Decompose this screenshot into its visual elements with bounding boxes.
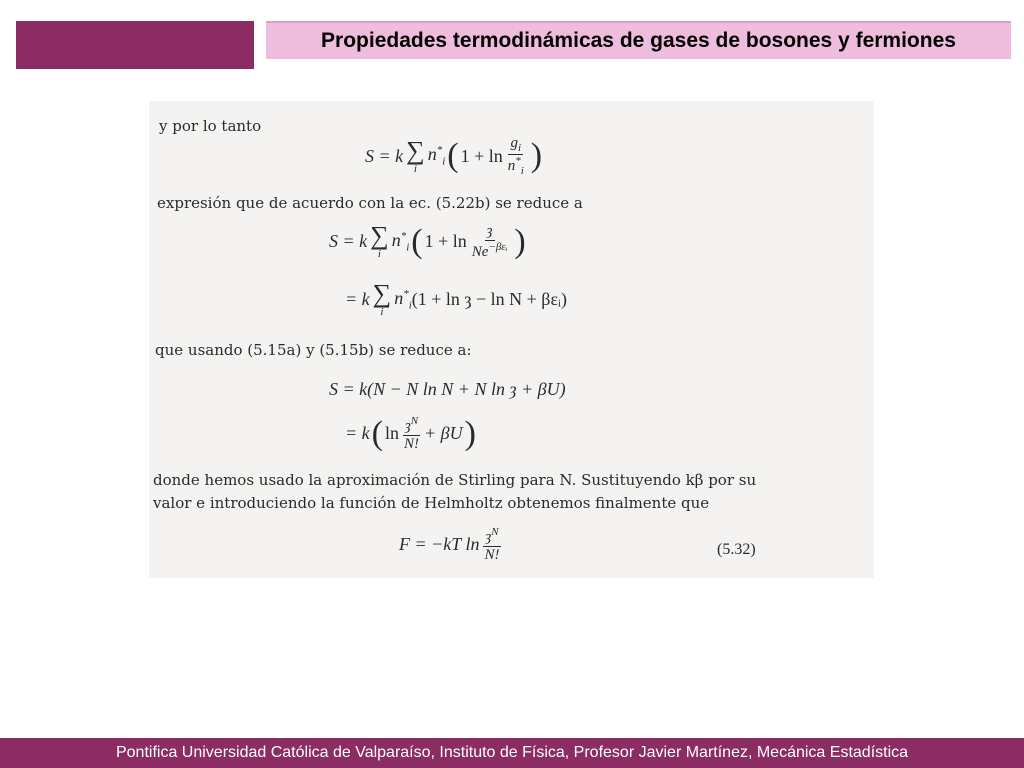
sum-symbol: ∑ i [406,135,425,175]
eq6-fraction: $\frac{ȝ^N}{N!}$ [484,526,500,563]
eq1-lhs: S = k [365,145,404,166]
text-line-5: valor e introduciendo la función de Helmholtz obtenemos finalmente que [153,494,710,512]
text-line-1: y por lo tanto [159,117,262,135]
equation-number: (5.32) [717,541,756,558]
text-line-4: donde hemos usado la aproximación de Stirling para N. Sustituyendo kβ por su [153,471,757,489]
eq5-lhs: = k [345,423,370,443]
text-line-3: que usando (5.15a) y (5.15b) se reduce a: [155,341,472,359]
footer-text: Pontifica Universidad Católica de Valparaíso, Instituto de Física, Profesor Javier Martínez, Mecánica Estadística [115,744,909,761]
title-bar [266,21,1011,59]
equation-6 [399,526,504,563]
eq2-lhs: S = k [329,231,368,251]
equation-5: = k ( ln $\frac{ȝ^N}{N!}$ + βU ) [345,414,476,452]
eq6-lhs: F = −kT ln [399,534,480,554]
footer-bar [0,738,1024,768]
eq1-one-ln: 1 + ln [460,145,503,166]
equation-3: = k ∑ i $n^*_i$ (1 + ln ȝ − ln N + βεᵢ) [345,279,567,318]
eq5-fraction: $\frac{ȝ^N}{N!}$ [403,415,419,452]
scanned-page [149,101,874,578]
equation-2: S = k ∑ i $n^*_i$ ( 1 + ln $\frac{ȝ}{Ne^{-\beta\varepsilon ᵢ}}$ ) [329,221,526,260]
eq2-fraction: $\frac{ȝ}{Ne^{-\beta\varepsilon ᵢ}}$ [471,223,508,260]
eq3-lhs: = k [345,289,370,309]
eq1-fraction: $\frac{g_i}{n^*_i}$ [507,135,524,178]
accent-block [16,21,254,69]
sum-symbol: ∑ i [370,221,389,260]
text-line-2: expresión que de acuerdo con la ec. (5.22b) se reduce a [157,194,583,212]
page-title: Propiedades termodinámicas de gases de bosones y fermiones [321,29,956,52]
eq2-one-ln: 1 + ln [424,231,467,251]
equation-4 [329,379,566,400]
eq3-rest: (1 + ln ȝ − ln N + βεᵢ) [411,289,567,309]
equation-1: S = k ∑ i $n^*_i$ ( 1 + ln $\frac{g_i}{n^*_i}$ ) [365,135,543,178]
eq4-text: S = k(N − N ln N + N ln ȝ + βU) [329,379,566,399]
sum-symbol: ∑ i [372,279,392,318]
